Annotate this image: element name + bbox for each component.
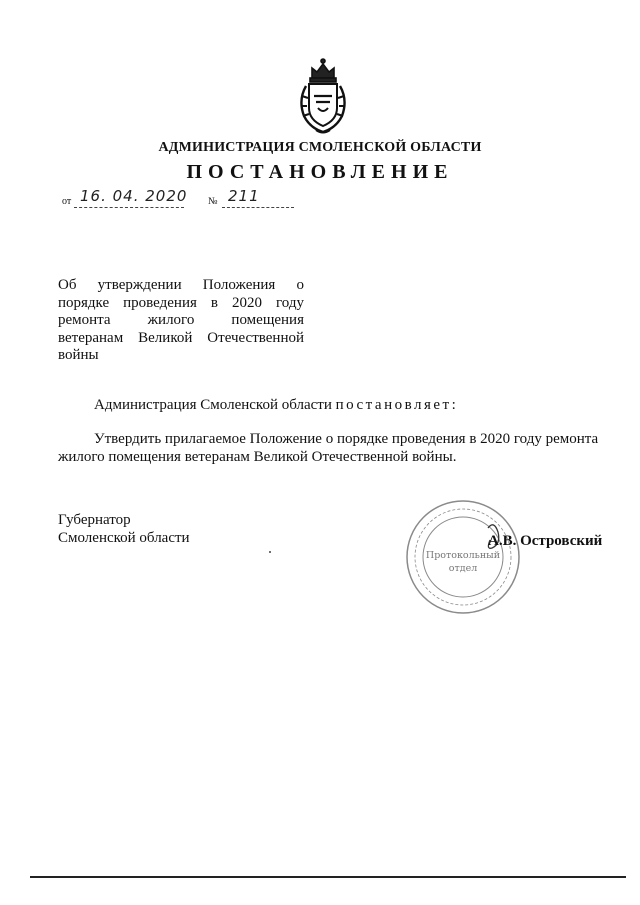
stamp-center-line2: отдел — [448, 563, 478, 574]
subject-line: ремонта жилого помещения — [58, 312, 304, 328]
preamble — [94, 397, 458, 414]
handwritten-number: 211 — [228, 187, 260, 205]
preamble-verb: постановляет: — [335, 397, 459, 413]
signer-title-line: Смоленской области — [58, 530, 190, 546]
document-subject — [58, 277, 304, 365]
decree-text: Утвердить прилагаемое Положение о порядке проведения в 2020 году ремонта жилого помещения ветеранам Великой Отечественной войны. — [58, 431, 599, 465]
subject-line: ветеранам Великой Отечественной — [58, 329, 304, 346]
subject-line: порядке проведения в 2020 году — [58, 294, 304, 311]
signer-title — [58, 511, 190, 547]
coat-of-arms-emblem — [294, 56, 352, 136]
preamble-text: Администрация Смоленской области — [94, 397, 332, 413]
date-underline — [74, 207, 184, 208]
number-underline — [222, 207, 294, 208]
document-type-heading: ПОСТАНОВЛЕНИЕ — [186, 161, 454, 183]
signer-name: А.В. Островский — [488, 533, 603, 549]
date-prefix: от — [62, 196, 72, 207]
registration-line — [62, 189, 302, 213]
subject-line: Об утверждении Положения о — [58, 277, 304, 293]
handwritten-date: 16. 04. 2020 — [80, 187, 188, 205]
bottom-rule — [30, 876, 626, 878]
official-stamp — [404, 498, 522, 616]
organization-title: АДМИНИСТРАЦИЯ СМОЛЕНСКОЙ ОБЛАСТИ — [158, 140, 482, 155]
signer-title-line: Губернатор — [58, 512, 131, 528]
subject-line: войны — [58, 347, 99, 363]
stray-mark — [269, 551, 271, 553]
decree-paragraph — [58, 430, 603, 466]
stamp-center-line1: Протокольный — [425, 550, 501, 561]
number-prefix: № — [208, 196, 218, 207]
